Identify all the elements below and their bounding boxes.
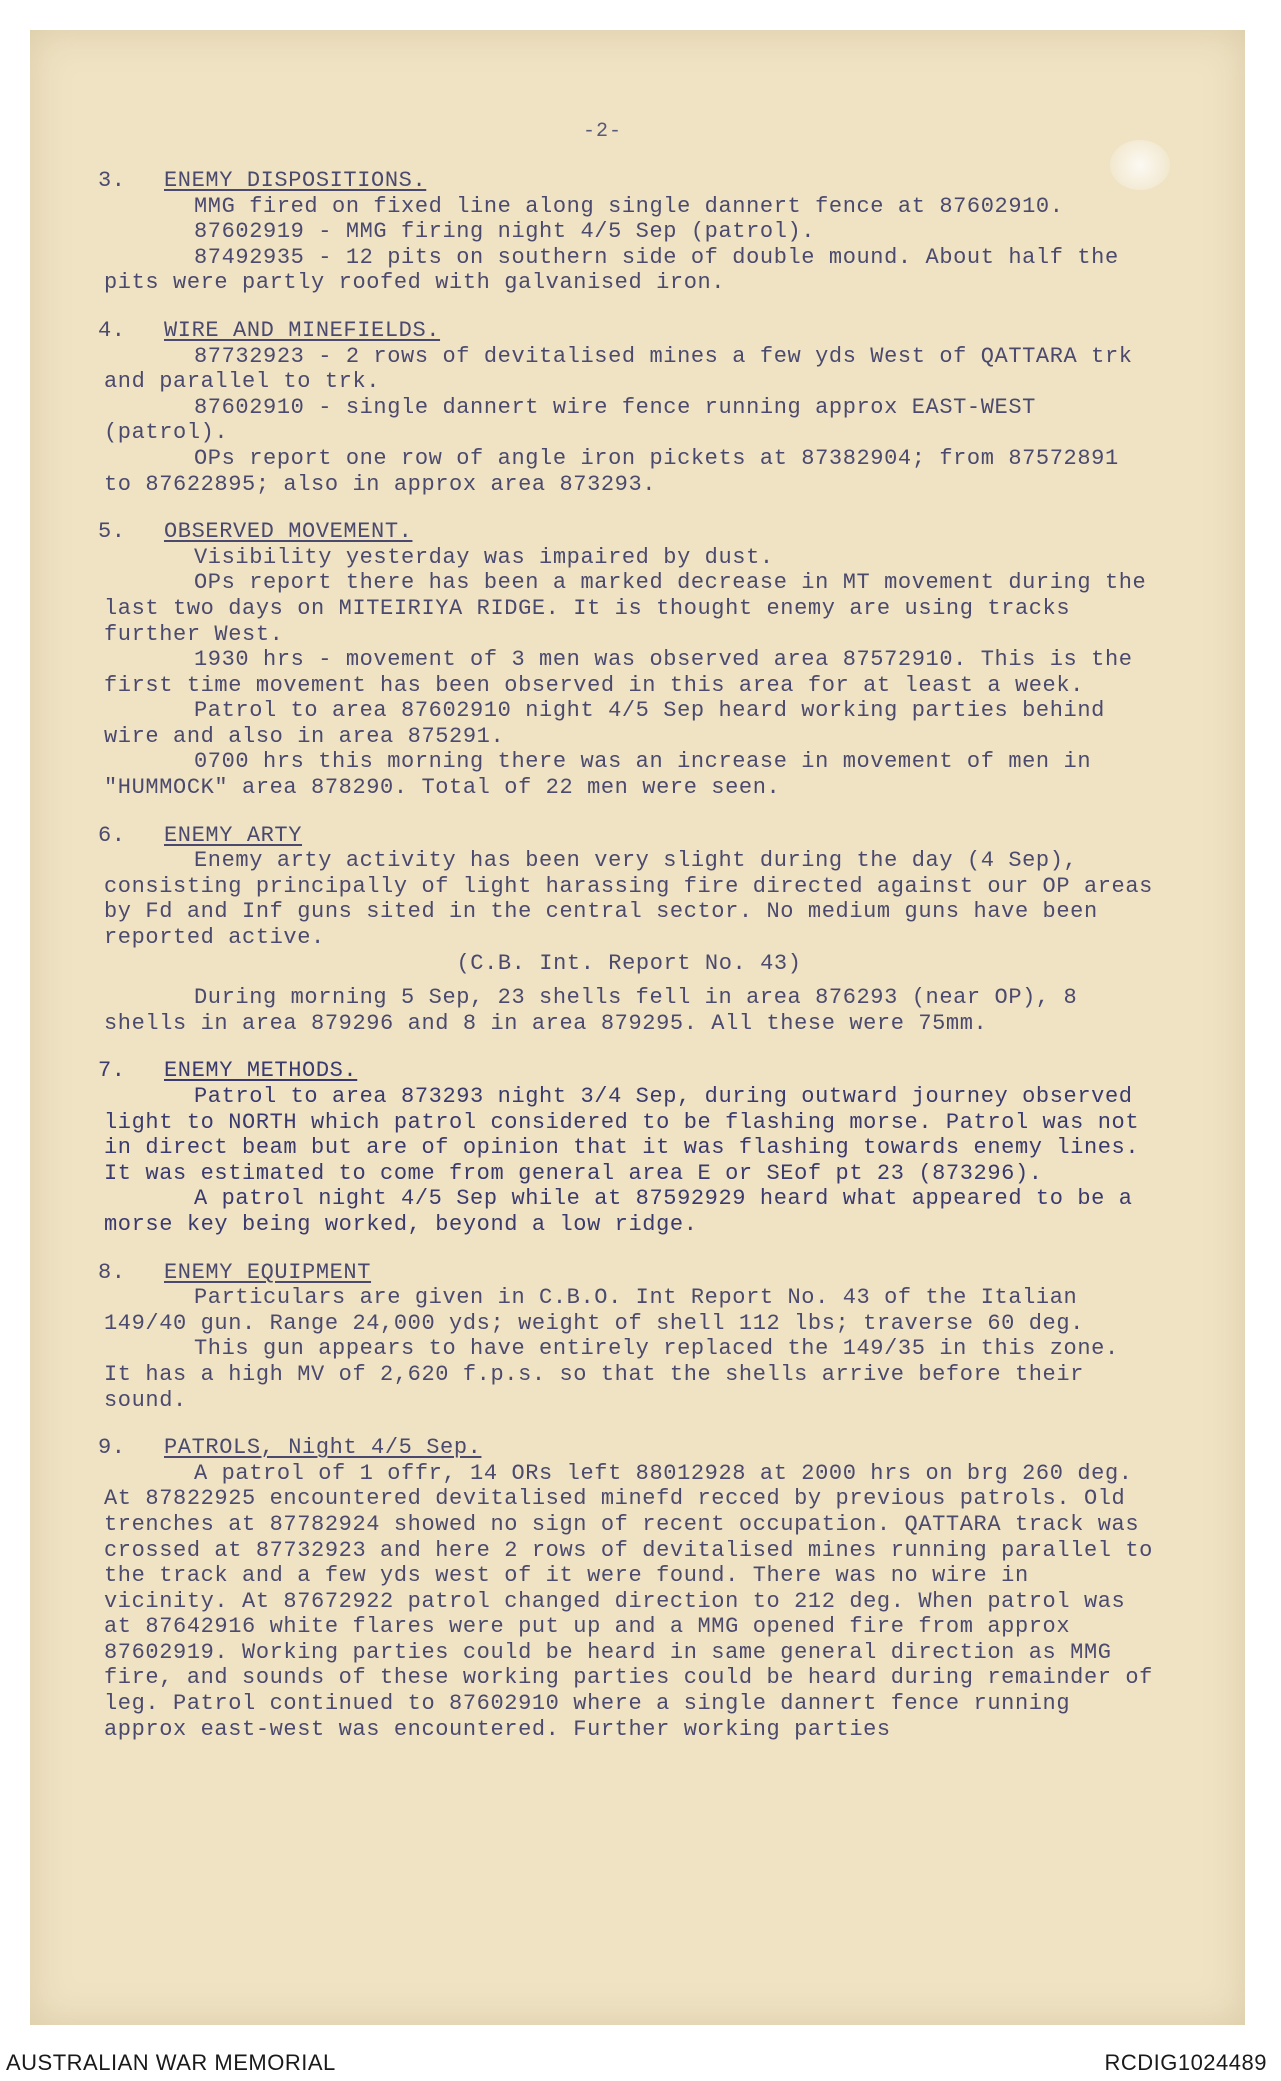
section-number: 6.	[98, 822, 126, 848]
section-3	[98, 168, 1154, 296]
section-heading: ENEMY DISPOSITIONS.	[164, 168, 427, 193]
paragraph: 87492935 - 12 pits on southern side of double mound. About half the pits were partly roofed with galvanised iron.	[104, 244, 1119, 296]
paragraph: A patrol night 4/5 Sep while at 87592929 heard what appeared to be a morse key being worked, beyond a low ridge.	[104, 1186, 1133, 1237]
paragraph: OPs report there has been a marked decrease in MT movement during the last two days on MITEIRIYA RIDGE. It is thought enemy are using tracks further West.	[104, 570, 1147, 647]
section-number: 3.	[98, 168, 126, 193]
section-number: 9.	[98, 1435, 126, 1461]
section-7	[98, 1058, 1154, 1237]
paragraph: MMG fired on fixed line along single dannert fence at 87602910.	[194, 193, 1064, 219]
section-6	[98, 822, 1154, 1037]
section-4	[98, 317, 1154, 497]
page-number: -2-	[583, 120, 623, 143]
paragraph: Particulars are given in C.B.O. Int Report No. 43 of the Italian 149/40 gun. Range 24,000 yds; weight of shell 112 lbs; traverse 60 deg.	[104, 1285, 1084, 1336]
section-number: 4.	[98, 317, 126, 343]
section-heading: PATROLS, Night 4/5 Sep.	[164, 1435, 482, 1461]
section-8	[98, 1259, 1154, 1414]
paragraph: Patrol to area 87602910 night 4/5 Sep heard working parties behind wire and also in area 875291.	[104, 698, 1105, 749]
paragraph: Patrol to area 873293 night 3/4 Sep, during outward journey observed light to NORTH which patrol considered to be flashing morse. Patrol was not in direct beam but are of opinion that it was flashing towards enemy lines. It was estimated to come from general area E or SEof pt 23 (873296).	[104, 1084, 1140, 1186]
section-heading: ENEMY EQUIPMENT	[164, 1259, 372, 1285]
footer-archive-name: AUSTRALIAN WAR MEMORIAL	[6, 2050, 336, 2075]
paragraph: Enemy arty activity has been very slight during the day (4 Sep), consisting principally of light harassing fire directed against our OP areas by Fd and Inf guns sited in the central sector. No medium guns have been reported active.	[104, 848, 1153, 951]
section-heading: OBSERVED MOVEMENT.	[164, 519, 413, 545]
paragraph: OPs report one row of angle iron pickets at 87382904; from 87572891 to 87622895; also in approx area 873293.	[104, 445, 1119, 497]
paragraph: During morning 5 Sep, 23 shells fell in area 876293 (near OP), 8 shells in area 879296 and 8 in area 879295. All these were 75mm.	[104, 985, 1078, 1036]
section-9	[98, 1435, 1154, 1742]
paragraph: 87602919 - MMG firing night 4/5 Sep (patrol).	[194, 219, 816, 245]
paragraph: This gun appears to have entirely replaced the 149/35 in this zone. It has a high MV of 2,620 f.p.s. so that the shells arrive before their sound.	[104, 1336, 1119, 1413]
section-heading: WIRE AND MINEFIELDS.	[164, 317, 441, 343]
paragraph: 87732923 - 2 rows of devitalised mines a few yds West of QATTARA trk and parallel to trk.	[104, 343, 1133, 395]
report-reference: (C.B. Int. Report No. 43)	[456, 950, 802, 976]
section-heading: ENEMY ARTY	[164, 822, 303, 848]
section-number: 7.	[98, 1058, 126, 1084]
document-body	[98, 168, 1154, 1764]
paragraph: A patrol of 1 offr, 14 ORs left 88012928 at 2000 hrs on brg 260 deg. At 87822925 encountered devitalised minefd recced by previous patrols. Old trenches at 87782924 showed no sign of recent occupation. QATTARA track was crossed at 87732923 and here 2 rows of devitalised mines running parallel to the track and a few yds west of it were found. There was no wire in vicinity. At 87672922 patrol changed direction to 212 deg. When patrol was at 87642916 white flares were put up and a MMG opened fire from approx 87602919. Working parties could be heard in same general direction as MMG fire, and sounds of these working parties could be heard during remainder of leg. Patrol continued to 87602910 where a single dannert fence running approx east-west was encountered. Further working parties	[104, 1460, 1153, 1742]
paragraph: 1930 hrs - movement of 3 men was observed area 87572910. This is the first time movement has been observed in this area for at least a week.	[104, 647, 1133, 698]
section-number: 8.	[98, 1259, 126, 1285]
section-number: 5.	[98, 519, 126, 545]
section-5	[98, 519, 1154, 801]
paragraph: 87602910 - single dannert wire fence running approx EAST-WEST (patrol).	[104, 394, 1036, 446]
section-heading: ENEMY METHODS.	[164, 1058, 358, 1084]
paragraph: Visibility yesterday was impaired by dust.	[194, 544, 774, 570]
paragraph: 0700 hrs this morning there was an increase in movement of men in "HUMMOCK" area 878290. Total of 22 men were seen.	[104, 749, 1092, 801]
footer-record-id: RCDIG1024489	[1104, 2050, 1267, 2075]
